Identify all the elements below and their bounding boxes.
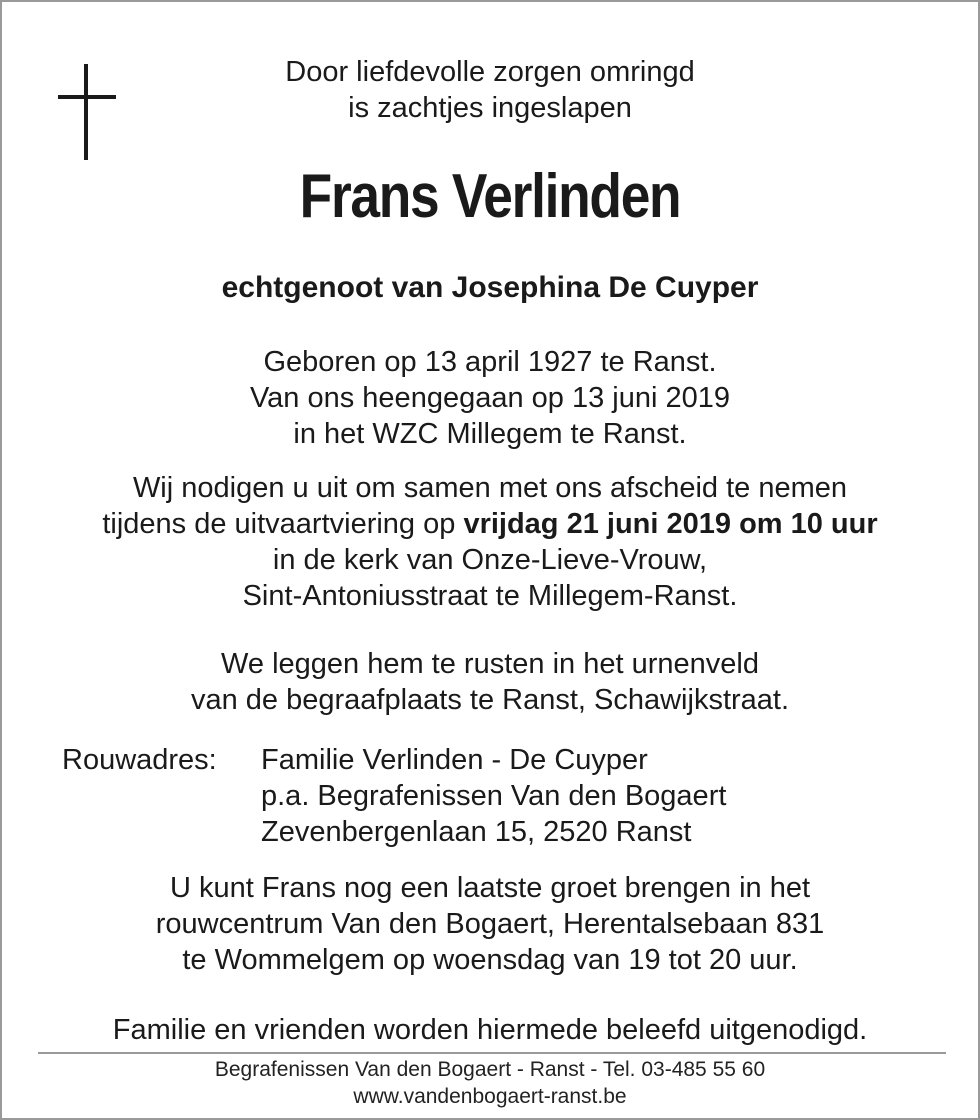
address-line: Familie Verlinden - De Cuyper xyxy=(261,744,648,776)
address-label: Rouwadres: xyxy=(62,744,217,776)
invitation-prefix: tijdens de uitvaartviering op xyxy=(102,508,464,540)
dates-line: Van ons heengegaan op 13 juni 2019 xyxy=(249,382,730,414)
visitation-line: rouwcentrum Van den Bogaert, Herentalsebaan 831 xyxy=(155,908,825,940)
burial-line: van de begraafplaats te Ranst, Schawijkstraat. xyxy=(190,684,790,716)
visitation-block xyxy=(2,870,978,978)
footer-website: www.vandenbogaert-ranst.be xyxy=(353,1085,627,1108)
footer xyxy=(2,1056,978,1110)
dates-line: Geboren op 13 april 1927 te Ranst. xyxy=(263,346,717,378)
invitation-line: in de kerk van Onze-Lieve-Vrouw, xyxy=(272,544,708,576)
dates-block xyxy=(2,344,978,452)
intro-text xyxy=(2,54,978,126)
address-line: Zevenbergenlaan 15, 2520 Ranst xyxy=(261,816,692,848)
footer-contact: Begrafenissen Van den Bogaert - Ranst - Tel. 03-485 55 60 xyxy=(214,1058,766,1081)
visitation-line: U kunt Frans nog een laatste groet brengen in het xyxy=(169,872,811,904)
invitation-line: Sint-Antoniusstraat te Millegem-Ranst. xyxy=(242,580,738,612)
intro-line: Door liefdevolle zorgen omringd xyxy=(285,56,695,88)
burial-block xyxy=(2,646,978,718)
invitation-line xyxy=(2,506,978,542)
invitation-line: Wij nodigen u uit om samen met ons afscheid te nemen xyxy=(132,472,848,504)
address-line: p.a. Begrafenissen Van den Bogaert xyxy=(261,780,727,812)
footer-divider xyxy=(38,1052,946,1054)
ceremony-datetime: vrijdag 21 juni 2019 om 10 uur xyxy=(463,508,878,540)
invitation-block xyxy=(2,470,978,614)
closing-line: Familie en vrienden worden hiermede beleefd uitgenodigd. xyxy=(112,1014,868,1046)
spouse-line: echtgenoot van Josephina De Cuyper xyxy=(221,271,759,304)
deceased-name: Frans Verlinden xyxy=(299,162,681,231)
dates-line: in het WZC Millegem te Ranst. xyxy=(293,418,687,450)
visitation-line: te Wommelgem op woensdag van 19 tot 20 uur. xyxy=(182,944,798,976)
burial-line: We leggen hem te rusten in het urnenveld xyxy=(221,648,759,680)
address-lines xyxy=(261,742,726,850)
intro-line: is zachtjes ingeslapen xyxy=(348,92,632,124)
